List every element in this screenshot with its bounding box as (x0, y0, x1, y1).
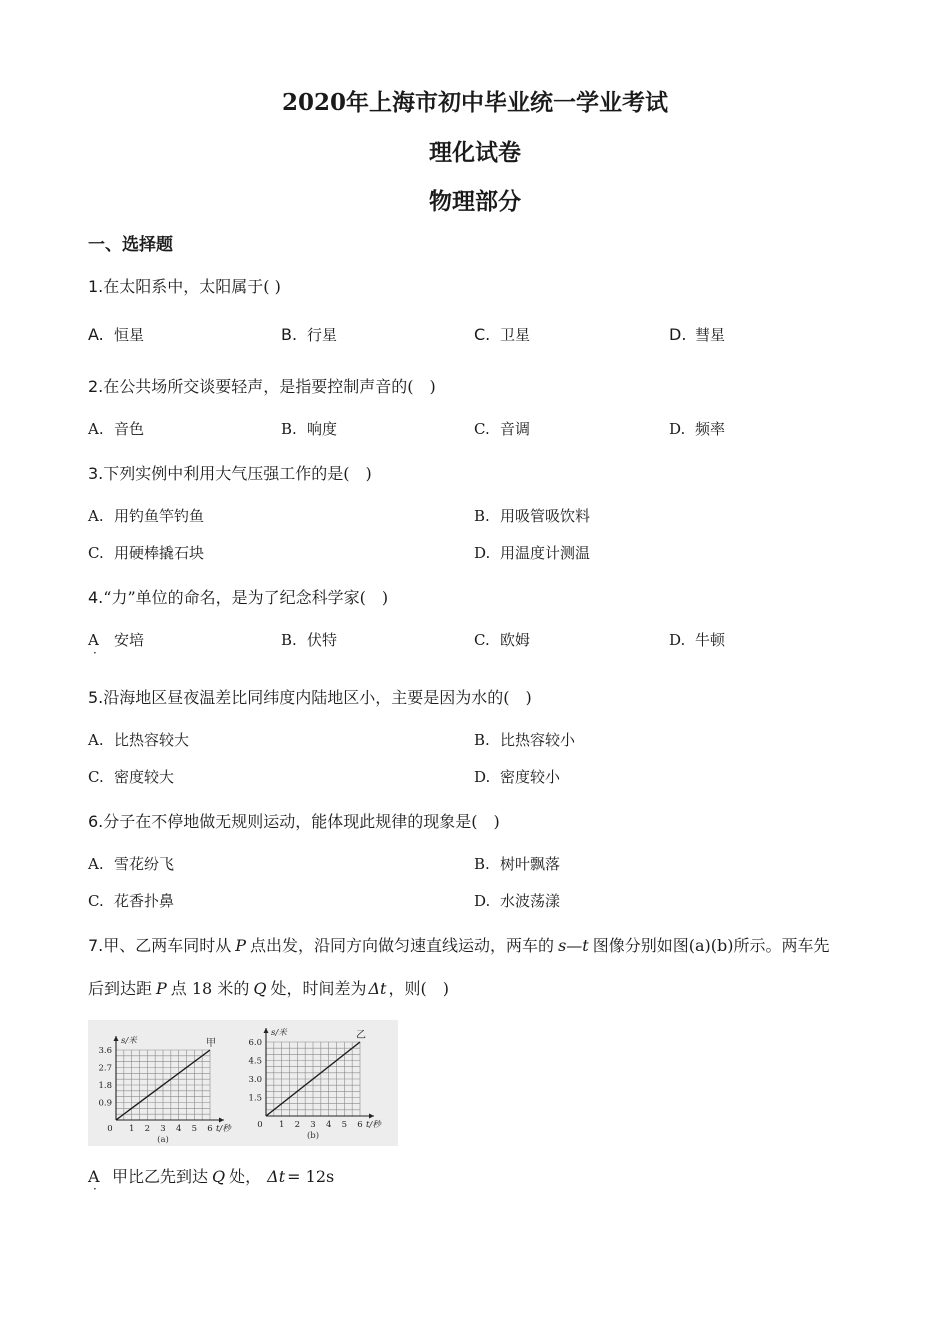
x-tick-label: 3 (160, 1124, 166, 1134)
option-text: 雪花纷飞 (114, 855, 175, 873)
option-text: 处， (229, 1167, 262, 1186)
question-text: 后到达距 (88, 979, 153, 998)
figure-caption: (a) (157, 1135, 169, 1145)
question-text: 点出发，沿同方向做匀速直线运动，两车的 (250, 936, 555, 955)
option-letter: D. (669, 631, 686, 649)
option-a[interactable] (88, 324, 144, 345)
question-text: 图像分别如图(a)(b)所示。两车先 (592, 936, 830, 955)
question-5 (88, 685, 532, 708)
option-d[interactable] (474, 542, 590, 563)
point-p: P (235, 936, 247, 955)
question-number: 4. (88, 588, 104, 607)
option-b[interactable] (281, 324, 337, 345)
option-a[interactable] (88, 853, 174, 874)
x-tick-label: 1 (278, 1120, 285, 1130)
x-tick-label: 3 (310, 1120, 316, 1130)
x-tick-label: 6 (357, 1120, 363, 1130)
option-text: 比热容较小 (500, 731, 576, 749)
option-letter: A. (88, 325, 104, 344)
option-letter: C. (474, 325, 491, 344)
option-text: 安培 (114, 631, 145, 649)
option-letter: A (88, 1167, 100, 1186)
point-q: Q (212, 1167, 226, 1186)
option-text: 频率 (695, 420, 726, 438)
option-equation: = 12s (287, 1167, 335, 1186)
option-b[interactable] (281, 418, 337, 439)
y-tick-label: 1.8 (98, 1081, 112, 1091)
x-axis-label: t/秒 (216, 1124, 231, 1134)
option-letter: C. (88, 768, 104, 786)
option-letter: C. (474, 420, 490, 438)
question-2 (88, 374, 436, 397)
y-tick-label: 1.5 (248, 1093, 262, 1104)
option-letter: B. (281, 325, 298, 344)
option-b[interactable] (474, 505, 590, 526)
option-d[interactable] (669, 324, 725, 345)
x-tick-label: 2 (144, 1124, 151, 1134)
y-axis-label: s/米 (271, 1028, 287, 1038)
question-text: “力”单位的命名，是为了纪念科学家( ) (103, 588, 389, 607)
option-text: 牛顿 (695, 631, 726, 649)
option-c[interactable] (88, 542, 204, 563)
y-tick-label: 0.9 (98, 1098, 112, 1109)
option-b[interactable] (474, 729, 575, 750)
option-text: 比热容较大 (114, 731, 190, 749)
point-p: P (156, 979, 167, 998)
option-letter: C. (88, 892, 104, 910)
section-heading: 一、选择题 (88, 235, 173, 255)
option-text: 甲比乙先到达 (112, 1167, 209, 1186)
delta-t-symbol: Δt (368, 979, 387, 998)
option-letter: A. (88, 855, 104, 873)
option-c[interactable] (474, 629, 530, 650)
question-text: 点 18 米的 (170, 979, 250, 998)
paper-subtitle: 理化试卷 (429, 139, 521, 166)
option-letter: C. (88, 544, 104, 562)
question-7-line-2 (88, 976, 449, 999)
question-number: 6. (88, 812, 104, 831)
x-tick-label: 6 (207, 1124, 213, 1134)
option-letter: B. (281, 631, 297, 649)
option-d[interactable] (669, 629, 725, 650)
question-text: 在公共场所交谈要轻声，是指要控制声音的( ) (103, 377, 436, 396)
x-tick-label: 5 (341, 1120, 348, 1130)
option-text: 用硬棒撬石块 (114, 544, 205, 562)
option-letter: D. (669, 325, 687, 344)
question-text: ，则( ) (388, 979, 449, 998)
question-text: 分子在不停地做无规则运动，能体现此规律的现象是( ) (103, 812, 500, 831)
option-d[interactable] (474, 890, 560, 911)
option-text: 音色 (114, 420, 145, 438)
part-title: 物理部分 (429, 188, 521, 215)
option-text: 密度较小 (500, 768, 561, 786)
point-q: Q (253, 979, 267, 998)
option-text: 花香扑鼻 (114, 892, 175, 910)
option-letter: A. (88, 507, 104, 525)
figure-caption: (b) (306, 1131, 320, 1141)
option-b[interactable] (281, 629, 337, 650)
question-text: 沿海地区昼夜温差比同纬度内陆地区小，主要是因为水的( ) (103, 688, 532, 707)
question-number: 2. (88, 377, 104, 396)
y-tick-label: 3.6 (98, 1046, 112, 1056)
option-c[interactable] (88, 890, 174, 911)
y-tick-label: 4.5 (248, 1056, 262, 1067)
st-graphs-figure (88, 1020, 398, 1146)
question-7-option-a[interactable] (88, 1164, 334, 1187)
question-text: 甲、乙两车同时从 (103, 936, 232, 955)
question-text: 处，时间差为 (270, 979, 367, 998)
option-text: 彗星 (695, 326, 726, 344)
option-text: 恒星 (114, 326, 145, 344)
option-b[interactable] (474, 853, 560, 874)
option-text: 响度 (307, 420, 338, 438)
option-text: 卫星 (500, 326, 531, 344)
x-tick-label: 4 (175, 1124, 182, 1134)
series-label: 乙 (356, 1030, 366, 1041)
option-a[interactable] (88, 418, 144, 439)
y-axis-label: s/米 (121, 1036, 137, 1046)
option-text: 水波荡漾 (500, 892, 561, 910)
x-tick-label: 5 (191, 1124, 198, 1134)
question-7-line-1 (88, 933, 829, 956)
option-d[interactable] (474, 766, 560, 787)
option-letter: A. (88, 420, 104, 438)
question-number: 5. (88, 688, 104, 707)
x-tick-label: 0 (107, 1124, 113, 1134)
question-1 (88, 274, 281, 297)
exam-title: 2020年上海市初中毕业统一学业考试 (281, 89, 668, 116)
x-tick-label: 4 (325, 1120, 332, 1130)
option-text: 音调 (500, 420, 531, 438)
option-letter: D. (669, 420, 686, 438)
delta-t-symbol: Δt (267, 1167, 286, 1186)
question-text: 下列实例中利用大气压强工作的是( ) (103, 464, 372, 483)
y-tick-label: 2.7 (98, 1063, 112, 1074)
st-symbol: s—t (558, 936, 589, 955)
option-letter: A (88, 631, 99, 649)
option-letter: A. (88, 731, 104, 749)
question-number: 1. (88, 277, 104, 296)
option-text: 用温度计测温 (500, 544, 591, 562)
x-tick-label: 0 (257, 1120, 263, 1130)
option-letter: B. (474, 507, 490, 525)
option-d[interactable] (669, 418, 725, 439)
option-letter: B. (281, 420, 297, 438)
x-tick-label: 1 (128, 1124, 135, 1134)
question-number: 7. (88, 936, 104, 955)
option-c[interactable] (88, 766, 174, 787)
option-text: 用钓鱼竿钓鱼 (114, 507, 205, 525)
option-text: 行星 (307, 326, 338, 344)
series-label: 甲 (206, 1038, 216, 1049)
question-3 (88, 461, 372, 484)
stray-dot: · (93, 1182, 97, 1196)
option-letter: B. (474, 731, 490, 749)
option-letter: D. (474, 892, 491, 910)
option-letter: C. (474, 631, 490, 649)
option-text: 用吸管吸饮料 (500, 507, 591, 525)
stray-dot: · (93, 646, 97, 660)
option-letter: D. (474, 768, 491, 786)
y-tick-label: 6.0 (248, 1038, 262, 1048)
option-c[interactable] (474, 324, 530, 345)
question-number: 3. (88, 464, 104, 483)
question-text: 在太阳系中，太阳属于( ) (103, 277, 281, 296)
option-text: 伏特 (307, 631, 338, 649)
option-a[interactable] (88, 729, 189, 750)
y-tick-label: 3.0 (248, 1075, 262, 1085)
x-tick-label: 2 (294, 1120, 301, 1130)
x-axis-label: t/秒 (366, 1120, 381, 1130)
option-text: 树叶飘落 (500, 855, 561, 873)
option-text: 密度较大 (114, 768, 175, 786)
option-c[interactable] (474, 418, 530, 439)
option-a[interactable] (88, 505, 204, 526)
question-4 (88, 585, 388, 608)
option-text: 欧姆 (500, 631, 531, 649)
option-letter: D. (474, 544, 491, 562)
question-6 (88, 809, 500, 832)
option-letter: B. (474, 855, 490, 873)
